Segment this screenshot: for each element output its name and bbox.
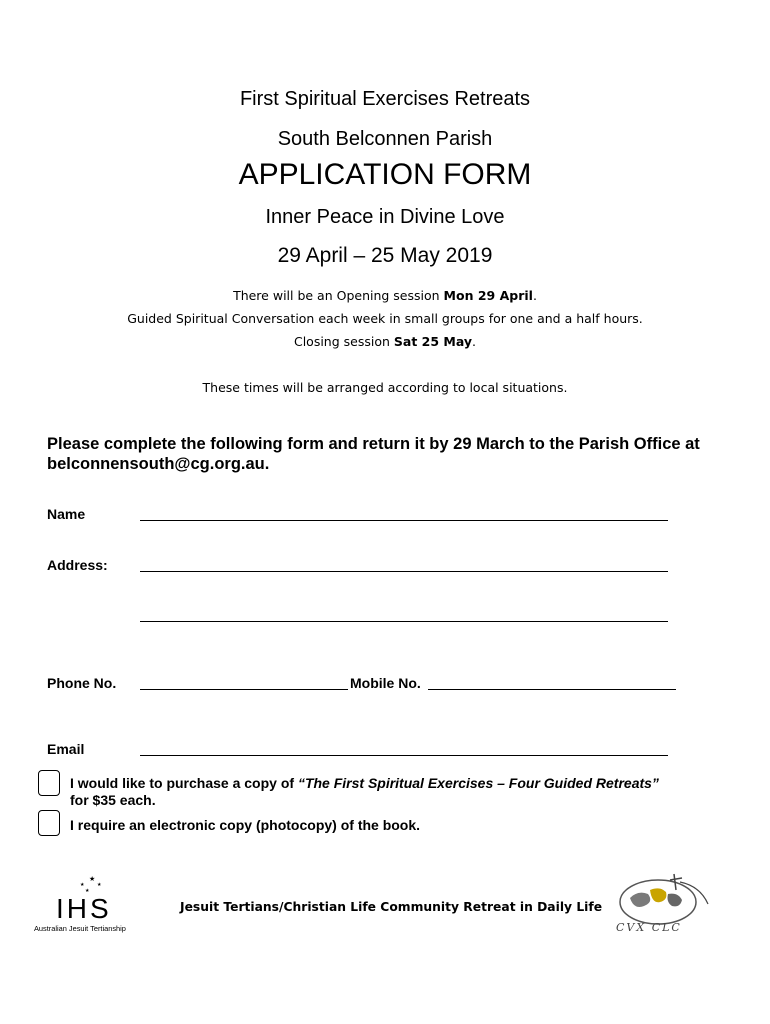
purchase-text: I would like to purchase a copy of: [70, 775, 298, 791]
header-line-2: South Belconnen Parish: [277, 128, 493, 150]
info-opening-text: There will be an Opening session: [233, 288, 444, 303]
continent-shape: [668, 894, 683, 907]
instruction: Please complete the following form and return it by 29 March to the Parish Office at belconnensouth@cg.org.au.: [47, 435, 700, 473]
info-opening-period: .: [532, 288, 537, 303]
ihs-logo: [34, 870, 154, 936]
info-arranged: These times will be arranged according to local situations.: [202, 380, 568, 395]
info-closing: [0, 334, 770, 349]
electronic-copy-checkbox[interactable]: [38, 810, 60, 836]
star-icon: ★: [97, 882, 102, 888]
mobile-label: Mobile No.: [350, 675, 421, 691]
mobile-field[interactable]: [428, 689, 676, 690]
star-icon: ★: [89, 875, 96, 883]
info-closing-date: Sat 25 May: [393, 334, 473, 349]
continent-shape: [630, 893, 650, 907]
dates: 29 April – 25 May 2019: [277, 244, 493, 267]
footer-text: Jesuit Tertians/Christian Life Community Retreat in Daily Life: [180, 900, 603, 914]
cvx-clc-logo-graphic: [612, 872, 718, 936]
phone-label: Phone No.: [47, 675, 117, 691]
address-field-line-2[interactable]: [140, 621, 668, 622]
purchase-option-label: [70, 775, 659, 809]
info-opening: [0, 288, 770, 303]
address-field-line-1[interactable]: [140, 571, 668, 572]
cvx-clc-logo: [612, 872, 718, 936]
ihs-logo-caption: Australian Jesuit Tertianship: [34, 924, 126, 933]
address-label: Address:: [47, 557, 108, 573]
purchase-checkbox[interactable]: [38, 770, 60, 796]
name-label: Name: [47, 506, 86, 522]
ihs-logo-graphic: [34, 870, 154, 936]
electronic-copy-label: I require an electronic copy (photocopy) of the book.: [70, 817, 421, 833]
star-icon: ★: [80, 882, 85, 888]
info-guided: Guided Spiritual Conversation each week in small groups for one and a half hours.: [127, 311, 643, 326]
header-line-1: First Spiritual Exercises Retreats: [239, 88, 531, 110]
ihs-logo-text: IHS: [56, 893, 112, 924]
phone-field[interactable]: [140, 689, 348, 690]
purchase-price: for $35 each.: [70, 792, 156, 808]
book-title: “The First Spiritual Exercises – Four Guided Retreats”: [297, 775, 659, 791]
continent-shape: [650, 888, 666, 902]
email-field[interactable]: [140, 755, 668, 756]
page-title: APPLICATION FORM: [238, 158, 532, 191]
name-field[interactable]: [140, 520, 668, 521]
cvx-clc-logo-text: CVX CLC: [616, 921, 682, 934]
info-closing-text: Closing session: [293, 334, 394, 349]
star-icon: ★: [85, 888, 90, 894]
info-opening-date: Mon 29 April: [443, 288, 533, 303]
subtitle: Inner Peace in Divine Love: [265, 206, 505, 228]
info-closing-period: .: [472, 334, 477, 349]
email-label: Email: [47, 741, 85, 757]
